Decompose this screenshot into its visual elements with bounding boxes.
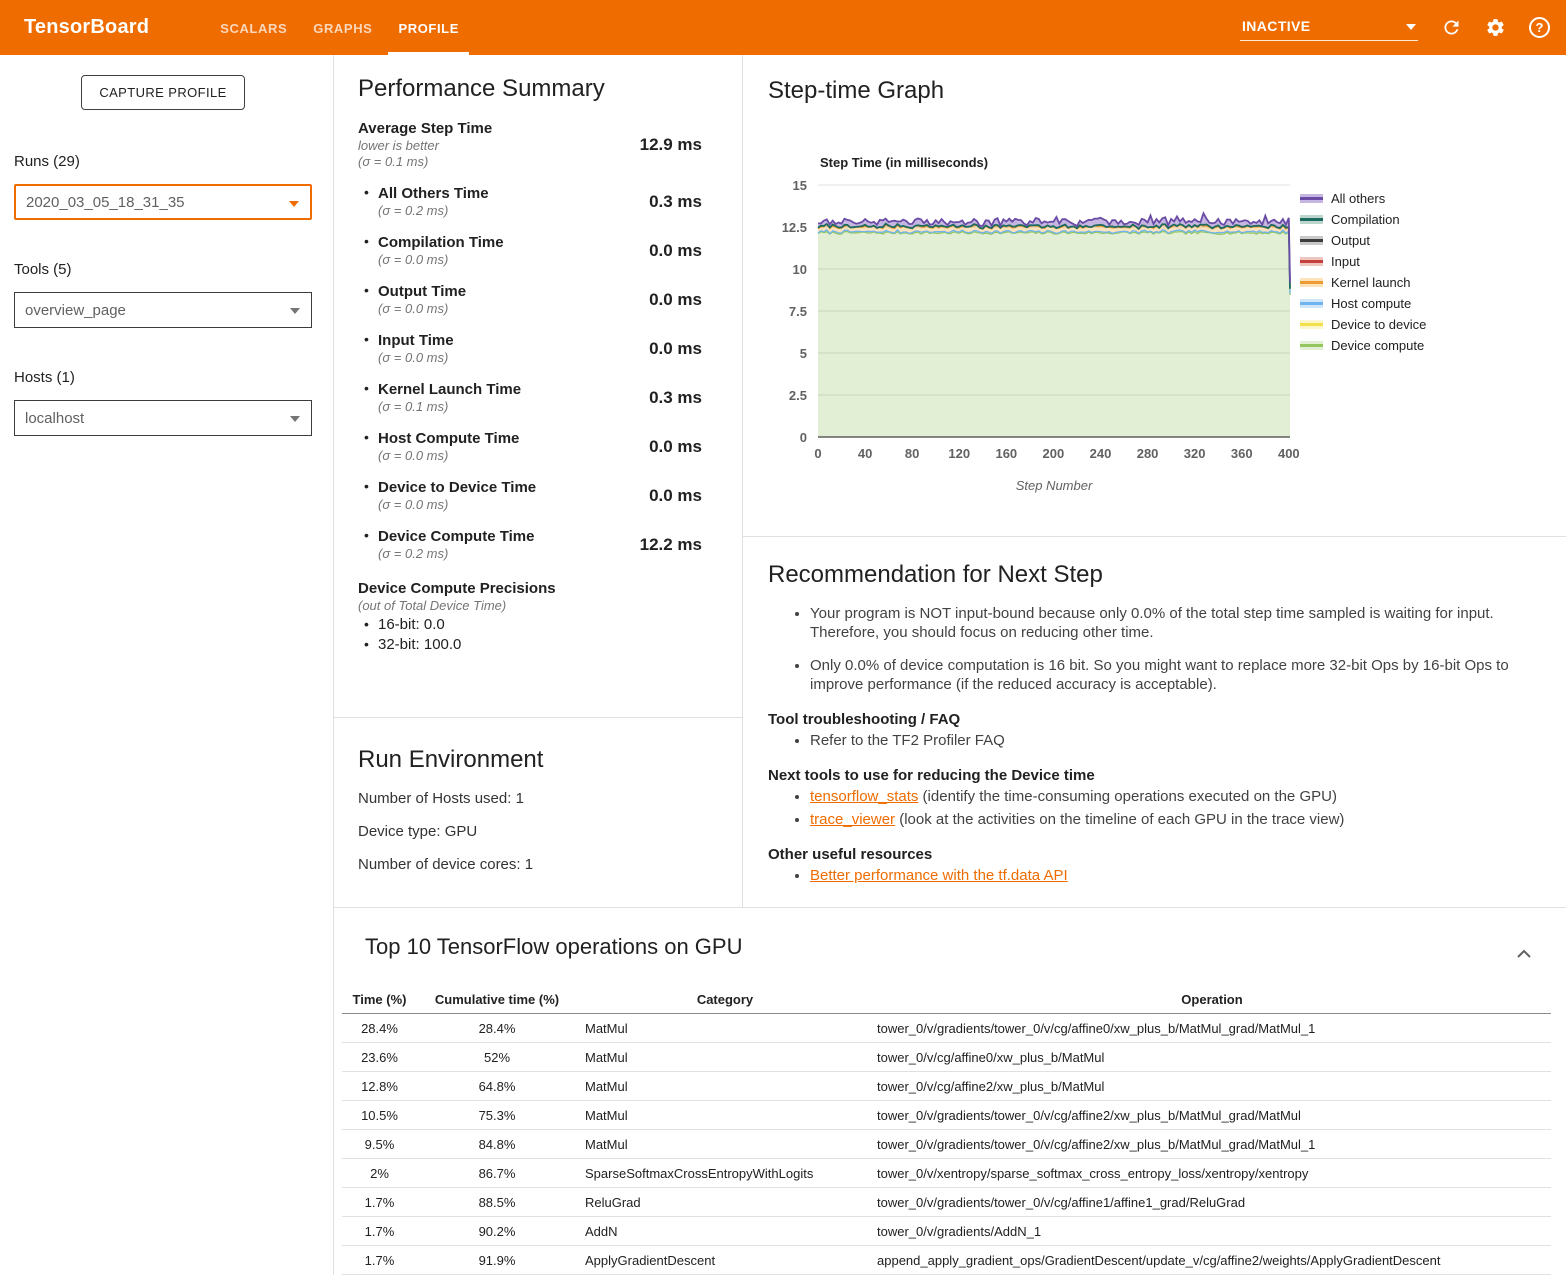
cell-cumulative-percent: 84.8% xyxy=(478,1136,516,1152)
legend-line xyxy=(1300,239,1323,242)
next-tools-list xyxy=(768,787,1526,829)
cell-time-percent: 23.6% xyxy=(361,1049,398,1065)
metric-sigma: (σ = 0.2 ms) xyxy=(378,546,449,561)
table-row xyxy=(342,1217,1551,1246)
performance-metric-item xyxy=(358,528,742,561)
collapse-chevron-up-icon[interactable] xyxy=(1516,946,1532,956)
performance-metric-list xyxy=(358,185,742,561)
cell-category: MatMul xyxy=(585,1107,628,1123)
top-ops-table xyxy=(342,986,1551,1275)
cell-category: MatMul xyxy=(585,1078,628,1094)
legend-label: Host compute xyxy=(1331,296,1412,311)
legend-item xyxy=(1300,272,1426,293)
capture-profile-button[interactable]: CAPTURE PROFILE xyxy=(81,75,245,110)
x-tick-label: 240 xyxy=(1089,446,1112,461)
metric-label: • Input Time xyxy=(378,332,454,349)
step-time-chart xyxy=(743,55,1566,537)
cell-cumulative-percent: 91.9% xyxy=(478,1252,516,1268)
cell-time-percent: 10.5% xyxy=(361,1107,398,1123)
metric-label: • Kernel Launch Time xyxy=(378,381,522,398)
cell-time-percent: 28.4% xyxy=(361,1020,398,1036)
cell-category: ReluGrad xyxy=(585,1194,641,1210)
metric-value: 12.9 ms xyxy=(639,134,702,154)
recommendation-section xyxy=(743,537,1566,908)
resource-item xyxy=(810,866,1526,885)
table-row xyxy=(342,1130,1551,1159)
recommendation-bullets xyxy=(768,604,1526,694)
cell-operation: tower_0/v/gradients/AddN_1 xyxy=(877,1223,1042,1239)
performance-summary-section xyxy=(334,55,743,718)
x-tick-label: 0 xyxy=(814,446,822,461)
top-ops-title: Top 10 TensorFlow operations on GPU xyxy=(365,934,743,959)
metric-label: Average Step Time xyxy=(358,120,493,137)
metric-subtext: lower is better xyxy=(358,138,439,153)
cell-cumulative-percent: 90.2% xyxy=(478,1223,516,1239)
metric-value: 0.3 ms xyxy=(649,387,702,407)
table-row xyxy=(342,1014,1551,1043)
col-header-cumulative: Cumulative time (%) xyxy=(434,992,560,1007)
recommendation-title: Recommendation for Next Step xyxy=(768,561,1103,588)
table-row xyxy=(342,1072,1551,1101)
cell-category: AddN xyxy=(585,1223,618,1239)
metric-sigma: (σ = 0.0 ms) xyxy=(378,350,449,365)
cell-operation: tower_0/v/cg/affine2/xw_plus_b/MatMul xyxy=(877,1078,1105,1094)
tab-graphs[interactable]: GRAPHS xyxy=(313,21,373,36)
legend-label: Compilation xyxy=(1331,212,1400,227)
refresh-icon[interactable] xyxy=(1441,17,1462,38)
x-tick-label: 80 xyxy=(904,446,920,461)
metric-value: 0.3 ms xyxy=(649,191,702,211)
run-environment-section xyxy=(334,718,743,908)
app-toolbar xyxy=(0,0,1566,55)
compilation-swatch-icon xyxy=(1300,215,1323,224)
legend-item xyxy=(1300,209,1426,230)
performance-metric-item xyxy=(358,381,742,414)
cell-operation: append_apply_gradient_ops/GradientDescent/update_v/cg/affine2/weights/ApplyGradientDescent xyxy=(877,1252,1441,1268)
metric-sigma: (σ = 0.0 ms) xyxy=(378,252,449,267)
x-tick-label: 160 xyxy=(995,446,1018,461)
input-swatch-icon xyxy=(1300,257,1323,266)
hosts-select[interactable] xyxy=(14,400,312,436)
performance-metric-item xyxy=(358,479,742,512)
hosts-label: Hosts (1) xyxy=(14,369,75,386)
tab-profile[interactable]: PROFILE xyxy=(385,0,472,55)
performance-metric-item xyxy=(358,283,742,316)
metric-label: • All Others Time xyxy=(378,185,489,202)
y-tick-label: 2.5 xyxy=(788,388,807,403)
x-tick-label: 360 xyxy=(1230,446,1253,461)
top-ops-header xyxy=(334,908,1566,960)
legend-line xyxy=(1300,281,1323,284)
chart-x-axis-label: Step Number xyxy=(1015,478,1093,493)
legend-line xyxy=(1300,323,1323,326)
faq-heading: Tool troubleshooting / FAQ xyxy=(768,711,961,728)
table-row xyxy=(342,1043,1551,1072)
cell-operation: tower_0/v/cg/affine0/xw_plus_b/MatMul xyxy=(877,1049,1105,1065)
cell-cumulative-percent: 52% xyxy=(483,1049,511,1065)
legend-label: All others xyxy=(1331,191,1386,206)
step-time-graph-title: Step-time Graph xyxy=(768,77,945,104)
tensorflow_stats-link[interactable]: tensorflow_stats xyxy=(810,788,919,805)
next-tool-item: • tensorflow_stats (identify the time-consuming operations executed on the GPU) xyxy=(810,787,1526,806)
run-environment-line: Device type: GPU xyxy=(358,823,478,840)
legend-line xyxy=(1300,302,1323,305)
tab-scalars[interactable]: SCALARS xyxy=(220,21,288,36)
table-row xyxy=(342,1159,1551,1188)
tools-select-value: overview_page xyxy=(25,301,126,319)
metric-value: 0.0 ms xyxy=(649,485,702,505)
cell-cumulative-percent: 28.4% xyxy=(478,1020,516,1036)
cell-operation: tower_0/v/gradients/tower_0/v/cg/affine1/affine1_grad/ReluGrad xyxy=(877,1194,1246,1210)
all-others-swatch-icon xyxy=(1300,194,1323,203)
cell-category: ApplyGradientDescent xyxy=(585,1252,716,1268)
legend-line xyxy=(1300,218,1323,221)
cell-operation: tower_0/v/gradients/tower_0/v/cg/affine2/xw_plus_b/MatMul_grad/MatMul xyxy=(877,1107,1301,1123)
runs-select[interactable] xyxy=(14,184,312,220)
legend-item xyxy=(1300,188,1426,209)
nav-tabs xyxy=(207,0,472,55)
area-device-compute xyxy=(818,232,1290,438)
tfdata-api-link[interactable]: Better performance with the tf.data API xyxy=(810,867,1068,884)
output-swatch-icon xyxy=(1300,236,1323,245)
step-time-graph-section xyxy=(743,55,1566,537)
legend-item xyxy=(1300,335,1426,356)
precisions-subtext: (out of Total Device Time) xyxy=(358,598,507,613)
x-tick-label: 320 xyxy=(1183,446,1206,461)
run-environment-line: Number of Hosts used: 1 xyxy=(358,790,524,807)
chevron-down-icon xyxy=(290,416,300,422)
cell-time-percent: 9.5% xyxy=(364,1136,395,1152)
metric-sigma: (σ = 0.0 ms) xyxy=(378,497,449,512)
x-tick-label: 280 xyxy=(1136,446,1159,461)
cell-time-percent: 12.8% xyxy=(361,1078,398,1094)
legend-label: Device to device xyxy=(1331,317,1427,332)
legend-label: Output xyxy=(1331,233,1371,248)
hosts-select-value: localhost xyxy=(25,409,85,427)
metric-sigma: (σ = 0.2 ms) xyxy=(378,203,449,218)
metric-sigma: (σ = 0.0 ms) xyxy=(378,301,449,316)
cell-operation: tower_0/v/gradients/tower_0/v/cg/affine2/xw_plus_b/MatMul_grad/MatMul_1 xyxy=(877,1136,1316,1152)
recommendation-bullet: • Only 0.0% of device computation is 16 bit. So you might want to replace more 32-bit Ops by 16-bit Ops to improve performance (if the reduced accuracy is acceptable). xyxy=(810,656,1526,694)
performance-metric-item xyxy=(358,234,742,267)
status-select-value: INACTIVE xyxy=(1242,18,1311,34)
device-to-device-swatch-icon xyxy=(1300,320,1323,329)
cell-cumulative-percent: 88.5% xyxy=(478,1194,516,1210)
cell-category: SparseSoftmaxCrossEntropyWithLogits xyxy=(585,1165,814,1181)
metric-sigma: (σ = 0.0 ms) xyxy=(378,448,449,463)
cell-time-percent: 1.7% xyxy=(364,1223,395,1239)
precision-item: • 32-bit: 100.0 xyxy=(358,636,742,653)
cell-time-percent: 1.7% xyxy=(364,1194,395,1210)
kernel-launch-swatch-icon xyxy=(1300,278,1323,287)
device-compute-precisions xyxy=(358,580,742,653)
legend-item xyxy=(1300,230,1426,251)
y-tick-label: 7.5 xyxy=(788,304,807,319)
col-header-operation: Operation xyxy=(1181,992,1243,1007)
y-tick-label: 15 xyxy=(792,178,807,193)
y-tick-label: 5 xyxy=(799,346,807,361)
run-environment-line: Number of device cores: 1 xyxy=(358,856,534,873)
performance-metric-item xyxy=(358,332,742,365)
cell-time-percent: 2% xyxy=(370,1165,389,1181)
chevron-down-icon xyxy=(289,201,299,207)
sidebar xyxy=(0,55,334,1275)
cell-operation: tower_0/v/gradients/tower_0/v/cg/affine0/xw_plus_b/MatMul_grad/MatMul_1 xyxy=(877,1020,1316,1036)
recommendation-bullet: • Your program is NOT input-bound because only 0.0% of the total step time sampled is waiting for input. Therefore, you should focus on reducing other time. xyxy=(810,604,1526,642)
chart-legend xyxy=(1300,188,1426,356)
legend-item xyxy=(1300,314,1426,335)
metric-label: • Output Time xyxy=(378,283,467,300)
chevron-down-icon xyxy=(1406,24,1416,30)
legend-label: Device compute xyxy=(1331,338,1425,353)
cell-category: MatMul xyxy=(585,1136,628,1152)
faq-item: • Refer to the TF2 Profiler FAQ xyxy=(810,731,1526,750)
resources-heading: Other useful resources xyxy=(768,846,933,863)
legend-label: Input xyxy=(1331,254,1360,269)
x-tick-label: 120 xyxy=(948,446,971,461)
chart-title: Step Time (in milliseconds) xyxy=(820,155,989,170)
metric-value: 0.0 ms xyxy=(649,436,702,456)
cell-category: MatMul xyxy=(585,1020,628,1036)
cell-cumulative-percent: 64.8% xyxy=(478,1078,516,1094)
next-tool-item: • trace_viewer (look at the activities on the timeline of each GPU in the trace view) xyxy=(810,810,1526,829)
performance-summary-title: Performance Summary xyxy=(358,75,605,102)
metric-value: 12.2 ms xyxy=(639,534,702,554)
x-tick-label: 40 xyxy=(857,446,873,461)
performance-metric-item xyxy=(358,185,742,218)
precisions-label: Device Compute Precisions xyxy=(358,580,556,597)
trace_viewer-link[interactable]: trace_viewer xyxy=(810,811,896,828)
help-question-mark: ? xyxy=(1529,17,1550,38)
metric-sigma: (σ = 0.1 ms) xyxy=(378,399,449,414)
status-select[interactable] xyxy=(1240,14,1418,41)
device-compute-swatch-icon xyxy=(1300,341,1323,350)
x-tick-label: 400 xyxy=(1277,446,1300,461)
metric-sigma: (σ = 0.1 ms) xyxy=(358,154,429,169)
table-header-row xyxy=(342,986,1551,1014)
metric-value: 0.0 ms xyxy=(649,338,702,358)
cell-category: MatMul xyxy=(585,1049,628,1065)
metric-label: • Device to Device Time xyxy=(378,479,537,496)
top-ops-section xyxy=(334,908,1566,1275)
cell-cumulative-percent: 75.3% xyxy=(478,1107,516,1123)
y-tick-label: 10 xyxy=(792,262,807,277)
run-environment-title: Run Environment xyxy=(358,746,544,773)
legend-line xyxy=(1300,197,1323,200)
y-tick-label: 12.5 xyxy=(781,220,807,235)
legend-item xyxy=(1300,293,1426,314)
settings-icon[interactable] xyxy=(1485,17,1506,38)
legend-item xyxy=(1300,251,1426,272)
metric-value: 0.0 ms xyxy=(649,289,702,309)
tools-label: Tools (5) xyxy=(14,261,72,278)
cell-time-percent: 1.7% xyxy=(364,1252,395,1268)
performance-metric-item xyxy=(358,430,742,463)
host-compute-swatch-icon xyxy=(1300,299,1323,308)
runs-label: Runs (29) xyxy=(14,153,80,170)
cell-cumulative-percent: 86.7% xyxy=(478,1165,516,1181)
help-icon[interactable] xyxy=(1529,17,1550,38)
precisions-list xyxy=(358,616,742,653)
table-body xyxy=(342,1014,1551,1275)
legend-line xyxy=(1300,260,1323,263)
legend-label: Kernel launch xyxy=(1331,275,1411,290)
col-header-time: Time (%) xyxy=(352,992,407,1007)
legend-line xyxy=(1300,344,1323,347)
metric-value: 0.0 ms xyxy=(649,240,702,260)
precision-item: • 16-bit: 0.0 xyxy=(358,616,742,633)
metric-label: • Host Compute Time xyxy=(378,430,520,447)
col-header-category: Category xyxy=(696,992,754,1007)
x-tick-label: 200 xyxy=(1042,446,1065,461)
app-title: TensorBoard xyxy=(24,16,150,38)
metric-label: • Compilation Time xyxy=(378,234,504,251)
cell-operation: tower_0/v/xentropy/sparse_softmax_cross_entropy_loss/xentropy/xentropy xyxy=(877,1165,1309,1181)
chevron-down-icon xyxy=(290,308,300,314)
table-row xyxy=(342,1101,1551,1130)
tools-select[interactable] xyxy=(14,292,312,328)
runs-select-value: 2020_03_05_18_31_35 xyxy=(26,193,185,211)
run-environment-lines xyxy=(358,790,742,873)
next-tools-heading: Next tools to use for reducing the Device time xyxy=(768,767,1095,784)
resources-list xyxy=(768,866,1526,885)
metric-label: • Device Compute Time xyxy=(378,528,535,545)
table-row xyxy=(342,1188,1551,1217)
y-tick-label: 0 xyxy=(799,430,807,445)
table-row xyxy=(342,1246,1551,1275)
average-step-time-metric xyxy=(358,120,742,169)
faq-list xyxy=(768,731,1526,750)
